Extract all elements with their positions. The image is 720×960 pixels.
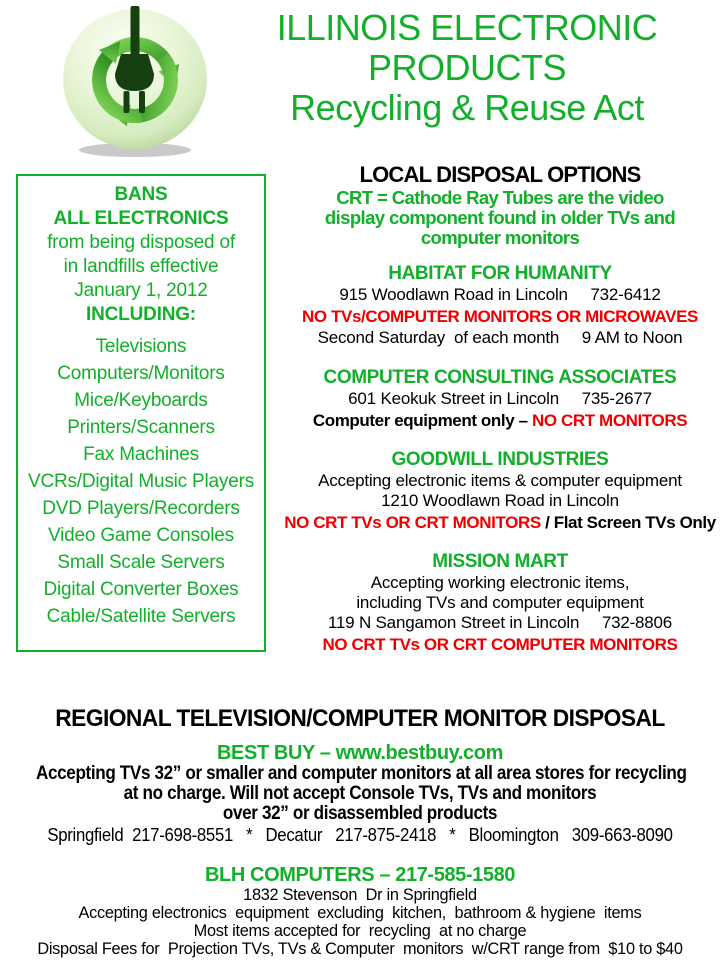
org-name: COMPUTER CONSULTING ASSOCIATES	[323, 367, 677, 388]
vendor-blh-computers	[0, 864, 720, 958]
org-warning-black: / Flat Screen TVs Only	[540, 513, 716, 532]
bans-heading: BANS	[114, 184, 168, 205]
vendor-detail: over 32” or disassembled products	[222, 803, 498, 824]
org-habitat-for-humanity	[280, 262, 720, 348]
vendor-detail: at no charge. Will not accept Console TVs, TVs and monitors	[123, 783, 597, 804]
org-note-red: NO CRT MONITORS	[531, 411, 688, 430]
bans-list-item: Televisions	[95, 336, 187, 357]
bans-heading-2: ALL ELECTRONICS	[53, 208, 229, 229]
org-address: 601 Keokuk Street in Lincoln 735-2677	[348, 389, 652, 408]
org-address: 119 N Sangamon Street in Lincoln 732-8806	[327, 613, 673, 632]
regional-heading: REGIONAL TELEVISION/COMPUTER MONITOR DISPOSAL	[55, 705, 665, 732]
bans-list-item: Computers/Monitors	[57, 363, 225, 384]
org-hours: Second Saturday of each month 9 AM to Noon	[317, 328, 683, 347]
org-name: GOODWILL INDUSTRIES	[391, 449, 609, 470]
vendor-phone-list: Springfield 217-698-8551 * Decatur 217-875-2418 * Bloomington 309-663-8090	[47, 825, 673, 845]
vendor-fees: Disposal Fees for Projection TVs, TVs & Computer monitors w/CRT range from $10 to $40	[37, 939, 683, 958]
title-line-1: ILLINOIS ELECTRONIC	[276, 7, 658, 48]
org-address: 915 Woodlawn Road in Lincoln 732-6412	[339, 285, 661, 304]
bans-list-item: VCRs/Digital Music Players	[27, 471, 255, 492]
org-detail: Accepting working electronic items,	[370, 573, 630, 592]
org-computer-consulting-associates	[280, 366, 720, 432]
local-disposal-heading: LOCAL DISPOSAL OPTIONS	[359, 162, 641, 187]
vendor-detail: Accepting TVs 32” or smaller and computer monitors at all area stores for recycling	[36, 763, 687, 784]
org-name: HABITAT FOR HUMANITY	[388, 263, 612, 284]
org-warning: NO CRT TVs OR CRT COMPUTER MONITORS	[322, 635, 678, 654]
org-detail: including TVs and computer equipment	[356, 593, 644, 612]
local-disposal-section	[280, 163, 720, 656]
bans-subtext-2: in landfills effective	[63, 256, 219, 277]
vendor-detail: Most items accepted for recycling at no charge	[193, 921, 527, 940]
vendor-name: BLH COMPUTERS – 217-585-1580	[204, 864, 516, 886]
bans-list-item: Fax Machines	[83, 444, 199, 465]
bans-subtext-3: January 1, 2012	[74, 280, 208, 301]
recycle-plug-logo	[50, 0, 220, 158]
crt-definition-note: CRT = Cathode Ray Tubes are the video display component found in older TVs and computer monitors	[324, 187, 676, 248]
bans-list-item: DVD Players/Recorders	[42, 498, 240, 519]
bans-item-list	[18, 333, 264, 630]
org-detail: Accepting electronic items & computer equipment	[318, 471, 682, 490]
title-line-3: Recycling & Reuse Act	[290, 87, 644, 128]
bans-list-item: Small Scale Servers	[57, 552, 225, 573]
title-line-2: PRODUCTS	[367, 47, 566, 88]
org-mission-mart	[280, 550, 720, 656]
vendor-detail: Accepting electronics equipment excluding kitchen, bathroom & hygiene items	[78, 903, 642, 922]
vendor-address: 1832 Stevenson Dr in Springfield	[243, 885, 477, 904]
org-goodwill-industries	[280, 448, 720, 534]
org-warning	[280, 511, 720, 534]
bans-box	[16, 174, 266, 652]
bans-list-item: Digital Converter Boxes	[43, 579, 239, 600]
bans-list-item: Video Game Consoles	[48, 525, 234, 546]
regional-disposal-section	[0, 706, 720, 958]
bans-list-item: Cable/Satellite Servers	[46, 606, 236, 627]
bans-list-item: Mice/Keyboards	[74, 390, 208, 411]
including-label: INCLUDING:	[86, 304, 196, 325]
org-note	[280, 409, 720, 432]
bans-list-item: Printers/Scanners	[67, 417, 215, 438]
vendor-best-buy	[0, 742, 720, 846]
org-note-black: Computer equipment only –	[312, 411, 532, 430]
bans-subtext-1: from being disposed of	[47, 232, 235, 253]
org-name: MISSION MART	[432, 551, 568, 572]
org-address: 1210 Woodlawn Road in Lincoln	[381, 491, 619, 510]
org-warning-red: NO CRT TVs OR CRT MONITORS	[284, 513, 541, 532]
page-title	[218, 8, 716, 128]
vendor-name: BEST BUY – www.bestbuy.com	[217, 742, 503, 764]
org-warning: NO TVs/COMPUTER MONITORS OR MICROWAVES	[302, 307, 698, 326]
